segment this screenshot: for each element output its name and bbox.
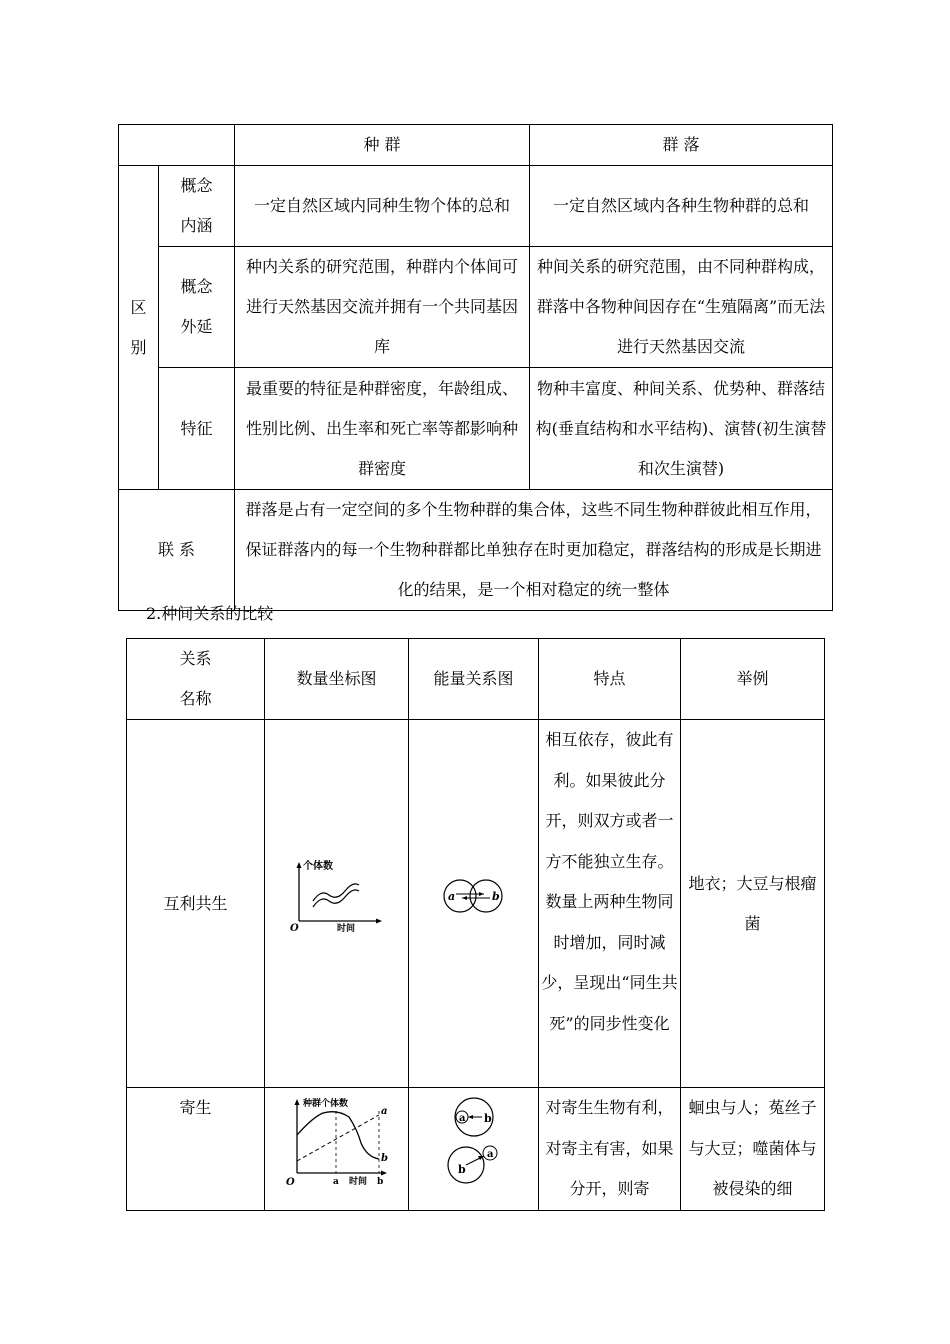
cell-community-connotation: 一定自然区域内各种生物种群的总和	[530, 166, 833, 247]
mutualism-xlabel: 时间	[336, 924, 355, 933]
mutualism-line-graph	[287, 859, 387, 933]
interspecific-relations-table	[126, 638, 825, 1211]
relation-label: 联 系	[119, 490, 235, 611]
mutualism-ylabel: 个体数	[302, 861, 333, 872]
cell-population-connotation: 一定自然区域内同种生物个体的总和	[235, 166, 530, 247]
parasitism-quantity-graph	[265, 1088, 409, 1211]
parasitism-mark-a: a	[380, 1106, 387, 1118]
header-relation-name: 关系 名称	[127, 639, 265, 720]
header-community: 群 落	[530, 125, 833, 166]
parasitism-line-graph	[283, 1095, 391, 1187]
parasitism-xmark-b: b	[376, 1177, 383, 1188]
parasitism-xlabel: 时间	[348, 1177, 367, 1188]
parasitism-mark-b: b	[380, 1153, 388, 1165]
parasitism-xmark-a: a	[332, 1177, 339, 1188]
parasitism-energy-a1: a	[458, 1113, 465, 1125]
parasitism-energy-a2: a	[486, 1149, 493, 1161]
parasitism-energy-b1: b	[483, 1112, 492, 1126]
relation-text: 群落是占有一定空间的多个生物种群的集合体，这些不同生物种群彼此相互作用，保证群落内的每一个生物种群都比单独存在时更加稳定，群落结构的形成是长期进化的结果，是一个相对稳定的统一整体	[235, 490, 833, 611]
header-features: 特点	[539, 639, 681, 720]
parasitism-features: 对寄生生物有利，对寄主有害，如果分开，则寄	[539, 1088, 681, 1211]
mutualism-energy-graph	[409, 720, 539, 1088]
parasitism-ylabel: 种群个体数	[302, 1099, 348, 1110]
mutualism-origin: O	[289, 923, 299, 933]
parasitism-energy-b2: b	[457, 1163, 466, 1177]
mutualism-energy-a: a	[447, 890, 455, 903]
cell-community-features: 物种丰富度、种间关系、优势种、群落结构(垂直结构和水平结构)、演替(初生演替和次生演替)	[530, 368, 833, 490]
relation-mutualism: 互利共生	[127, 720, 265, 1088]
group-label-difference: 区 别	[119, 166, 159, 490]
mutualism-energy-diagram	[434, 876, 514, 916]
parasitism-energy-graph	[409, 1088, 539, 1211]
relation-parasitism: 寄生	[127, 1088, 265, 1211]
header-quantity-graph: 数量坐标图	[265, 639, 409, 720]
row-label-features: 特征	[159, 368, 235, 490]
mutualism-energy-b: b	[491, 890, 500, 903]
row-label-extension: 概念 外延	[159, 247, 235, 368]
cell-population-features: 最重要的特征是种群密度，年龄组成、性别比例、出生率和死亡率等都影响种群密度	[235, 368, 530, 490]
header-energy-graph: 能量关系图	[409, 639, 539, 720]
mutualism-quantity-graph	[265, 720, 409, 1088]
corner-cell	[119, 125, 235, 166]
mutualism-examples: 地衣；大豆与根瘤菌	[681, 720, 825, 1088]
section-title: 2.种间关系的比较	[146, 604, 274, 623]
cell-community-extension: 种间关系的研究范围，由不同种群构成，群落中各物种间因存在“生殖隔离”而无法进行天然基因交流	[530, 247, 833, 368]
cell-population-extension: 种内关系的研究范围，种群内个体间可进行天然基因交流并拥有一个共同基因库	[235, 247, 530, 368]
mutualism-features: 相互依存，彼此有利。如果彼此分开，则双方或者一方不能独立生存。数量上两种生物同时增加，同时减少，呈现出“同生共死”的同步性变化	[539, 720, 681, 1088]
header-population: 种 群	[235, 125, 530, 166]
population-community-table	[118, 124, 833, 611]
header-examples: 举例	[681, 639, 825, 720]
parasitism-energy-diagram	[434, 1095, 514, 1187]
parasitism-origin: O	[285, 1177, 295, 1188]
row-label-connotation: 概念 内涵	[159, 166, 235, 247]
parasitism-examples: 蛔虫与人；菟丝子与大豆；噬菌体与被侵染的细	[681, 1088, 825, 1211]
